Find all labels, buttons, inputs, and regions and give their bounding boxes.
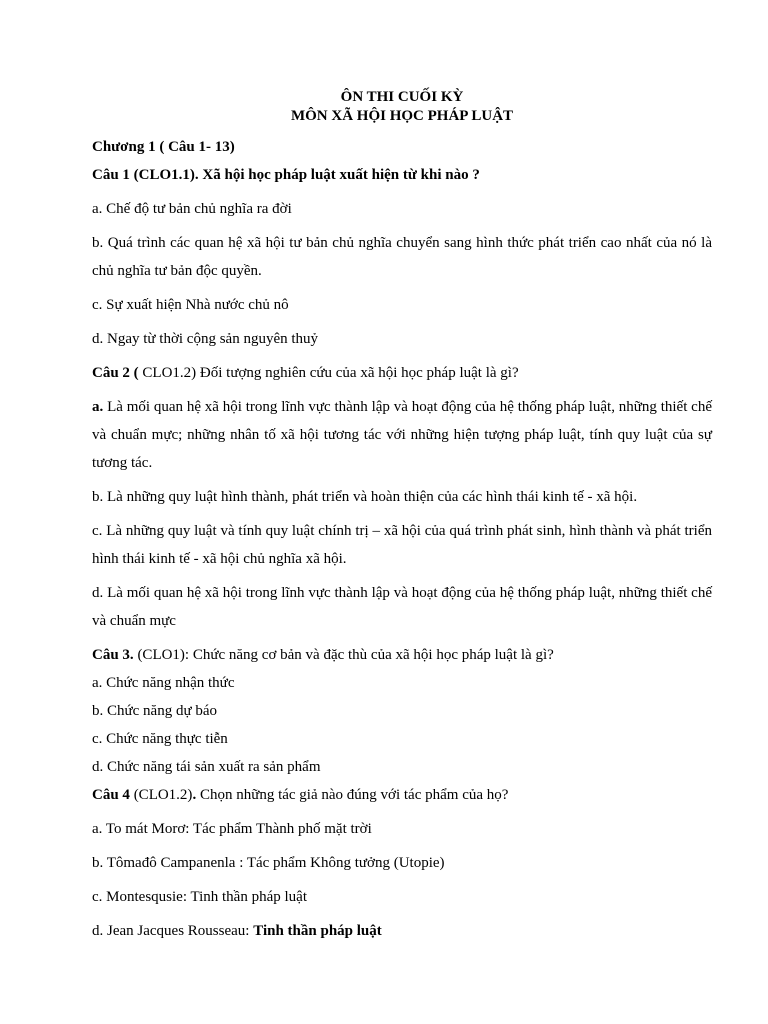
- question-2-label: Câu 2 (: [92, 365, 139, 381]
- chapter-heading: Chương 1 ( Câu 1- 13): [92, 139, 235, 155]
- question-2-option-b: b. Là những quy luật hình thành, phát triển và hoàn thiện của các hình thái kinh tế - xã hội.: [92, 489, 638, 505]
- question-3: [92, 641, 712, 669]
- question-3-option-b: b. Chức năng dự báo: [92, 703, 217, 719]
- question-1-option-d: d. Ngay từ thời cộng sản nguyên thuỷ: [92, 331, 319, 347]
- question-4-option-a: a. To mát Morơ: Tác phẩm Thành phố mặt trời: [92, 821, 372, 837]
- question-4-option-d: [92, 917, 712, 945]
- question-2: [92, 359, 712, 387]
- document-title-line-2: MÔN XÃ HỘI HỌC PHÁP LUẬT: [290, 108, 514, 124]
- question-3-option-c: c. Chức năng thực tiễn: [92, 731, 228, 747]
- question-1: Câu 1 (CLO1.1). Xã hội học pháp luật xuất hiện từ khi nào ?: [92, 167, 480, 183]
- question-4-option-c: c. Montesqusie: Tinh thần pháp luật: [92, 889, 307, 905]
- question-3-option-a: a. Chức năng nhận thức: [92, 675, 235, 691]
- question-2-text: CLO1.2) Đối tượng nghiên cứu của xã hội học pháp luật là gì?: [138, 365, 519, 381]
- question-4-option-b: b. Tômađô Campanenla : Tác phẩm Không tưởng (Utopie): [92, 855, 445, 871]
- question-2-option-c: c. Là những quy luật và tính quy luật chính trị – xã hội của quá trình phát sinh, hình thành và phát triển hình thái kinh tế - xã hội chủ nghĩa xã hội.: [92, 523, 712, 567]
- question-4: [92, 781, 712, 809]
- question-3-text: (CLO1): Chức năng cơ bản và đặc thù của xã hội học pháp luật là gì?: [133, 647, 554, 663]
- question-1-option-a: a. Chế độ tư bản chủ nghĩa ra đời: [92, 201, 292, 217]
- question-4-label: Câu 4: [92, 787, 130, 803]
- question-2-option-d: d. Là mối quan hệ xã hội trong lĩnh vực thành lập và hoạt động của hệ thống pháp luật, những thiết chế và chuẩn mực: [92, 585, 712, 629]
- question-3-label: Câu 3.: [92, 647, 134, 663]
- question-2-option-a-prefix: a.: [92, 399, 104, 415]
- question-1-option-c: c. Sự xuất hiện Nhà nước chủ nô: [92, 297, 289, 313]
- question-4-option-d-bold: Tinh thần pháp luật: [253, 923, 382, 939]
- question-3-option-d: d. Chức năng tái sản xuất ra sản phẩm: [92, 759, 321, 775]
- question-2-option-a: [92, 393, 712, 477]
- question-4-dot: .: [192, 787, 197, 803]
- question-4-text-1: (CLO1.2): [129, 787, 193, 803]
- document-title-line-1: ÔN THI CUỐI KỲ: [340, 89, 464, 105]
- question-4-text-2: Chọn những tác giả nào đúng với tác phẩm của họ?: [196, 787, 509, 803]
- document-body: [92, 88, 712, 945]
- question-2-option-a-text: Là mối quan hệ xã hội trong lĩnh vực thành lập và hoạt động của hệ thống pháp luật, những thiết chế và chuẩn mực; những nhân tố xã hội tương tác với những hiện tượng pháp luật, tính quy luật của sự tương tác.: [92, 399, 712, 471]
- question-4-option-d-prefix: d. Jean Jacques Rousseau:: [92, 923, 254, 939]
- question-1-option-b: b. Quá trình các quan hệ xã hội tư bản chủ nghĩa chuyển sang hình thức phát triển cao nhất của nó là chủ nghĩa tư bản độc quyền.: [92, 235, 712, 279]
